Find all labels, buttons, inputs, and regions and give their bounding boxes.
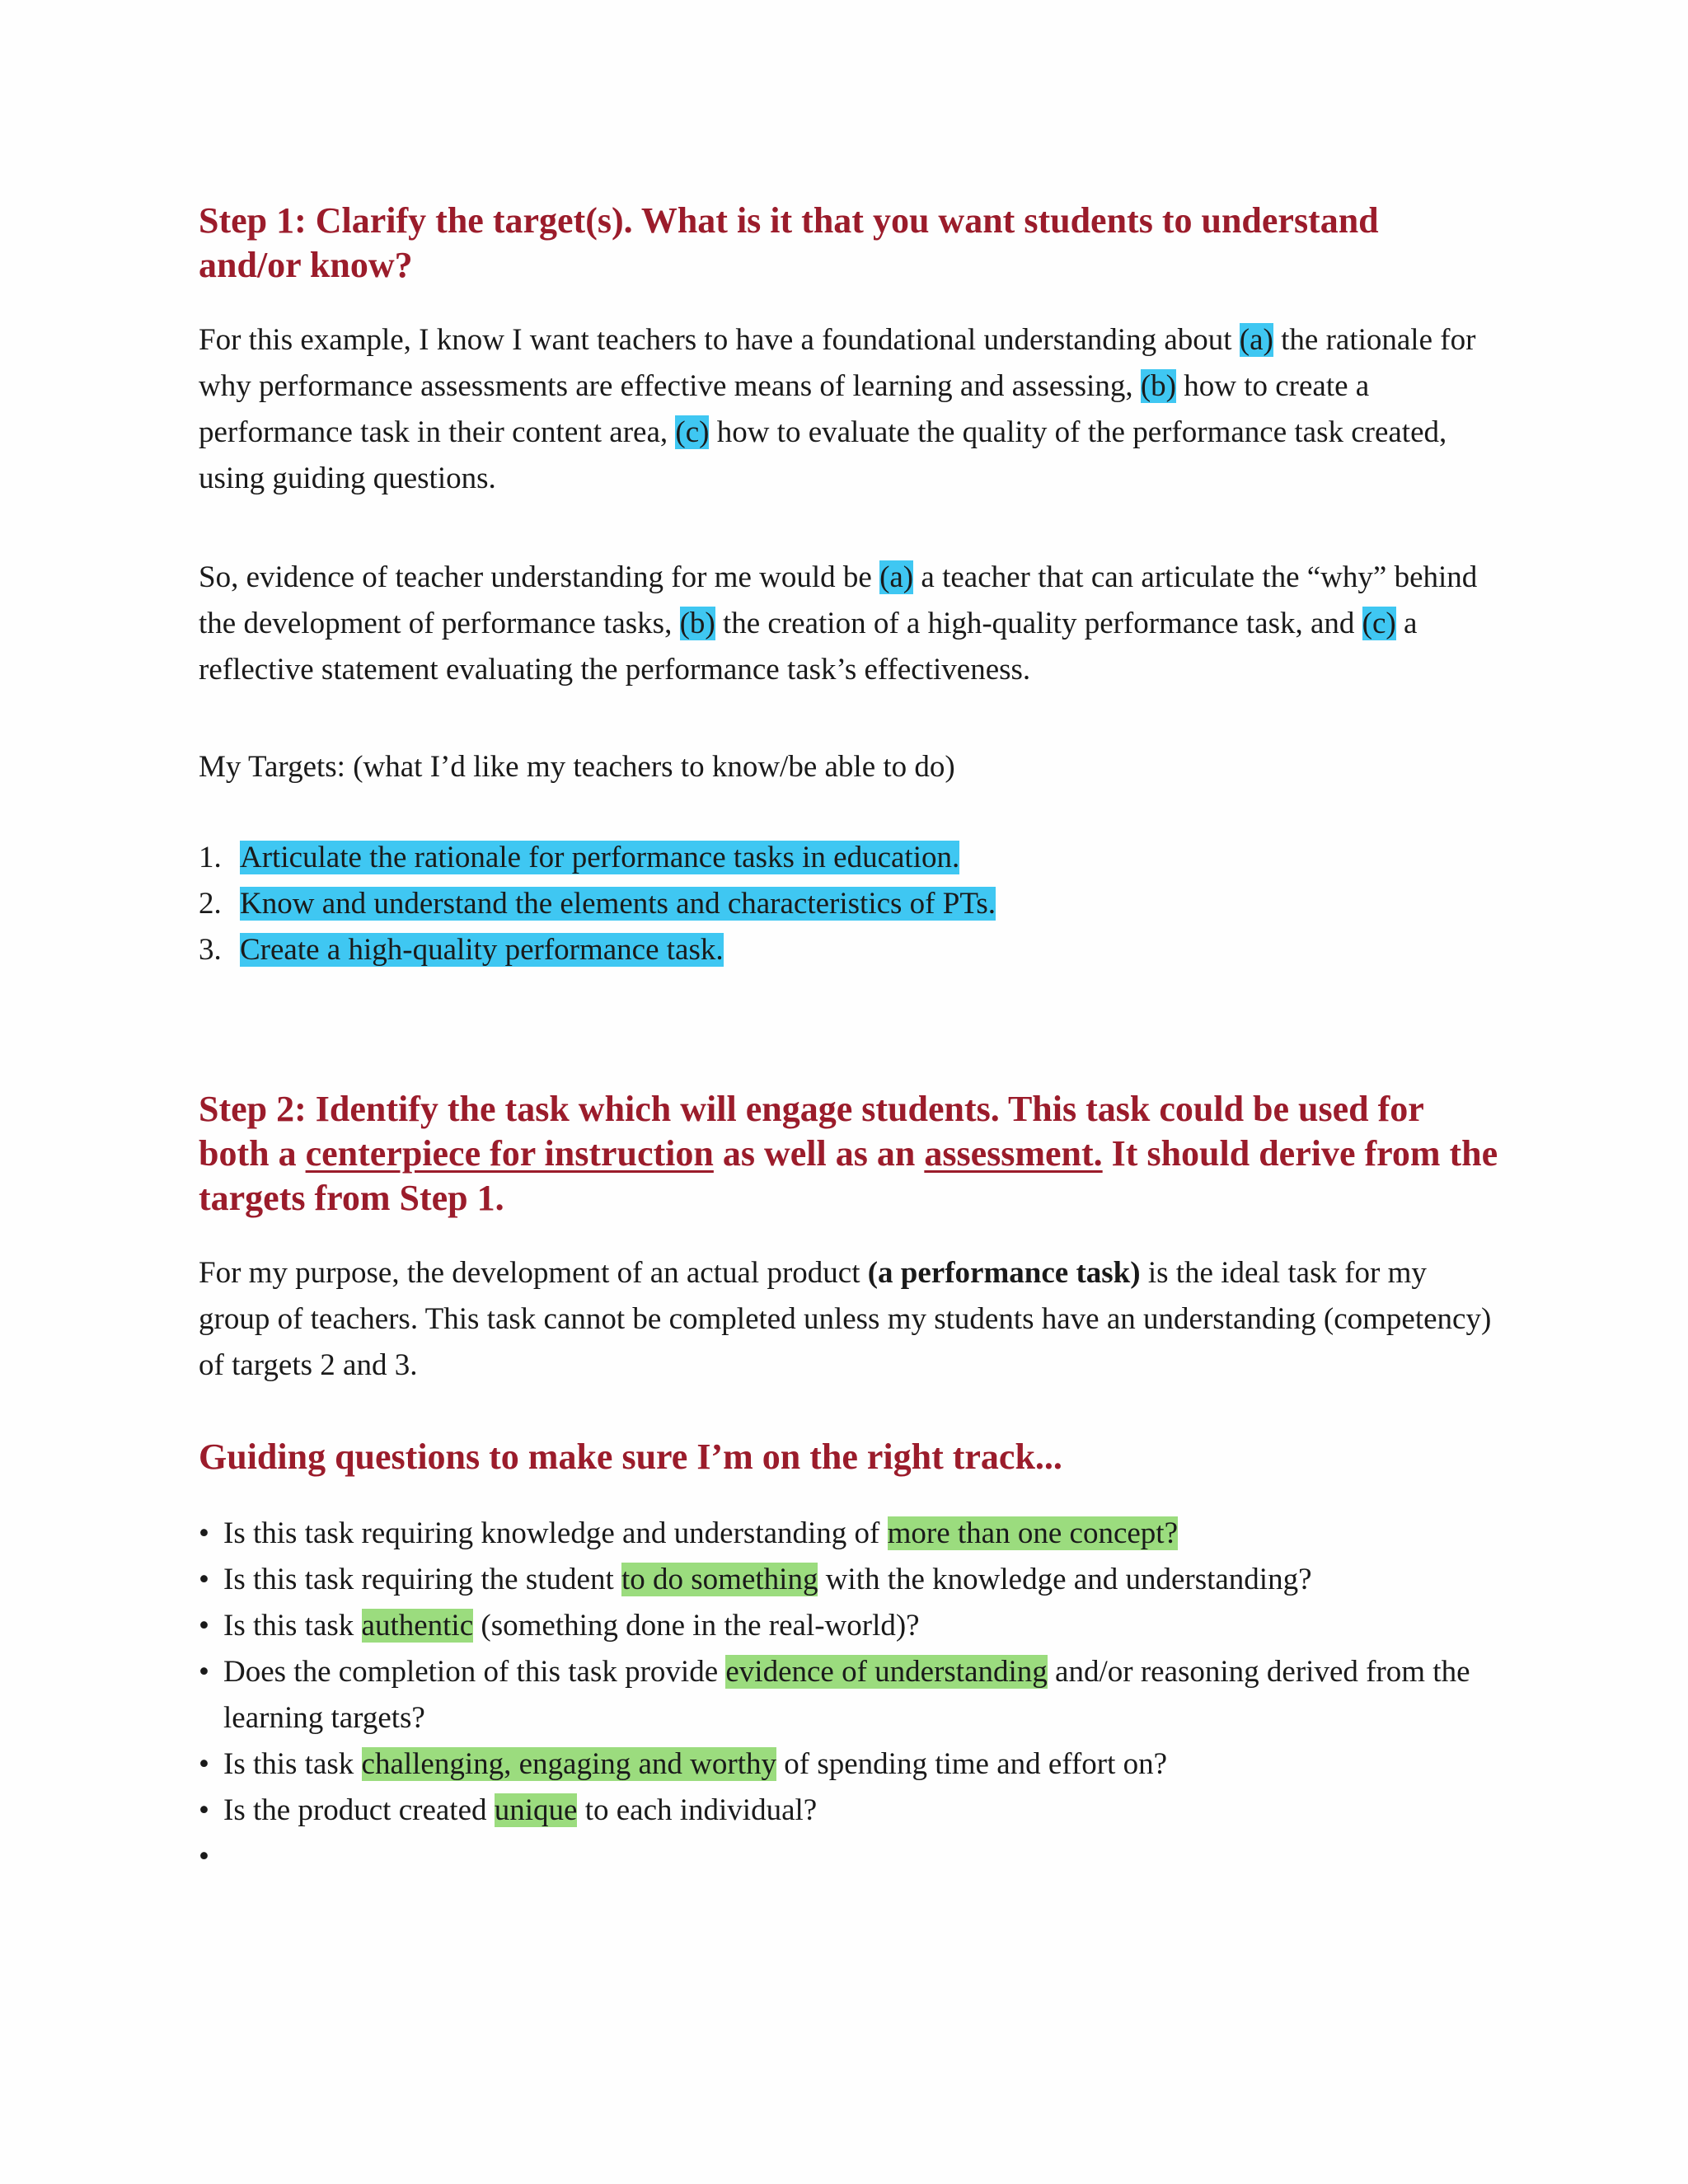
- target-item-2: [199, 881, 1501, 927]
- step1-paragraph-2: [199, 555, 1501, 693]
- para2-text-2: a teacher that can articulate the “why” behind the development of performance tasks,: [199, 560, 1478, 640]
- target-number: 3.: [199, 933, 222, 967]
- step2-para-text-1: For my purpose, the development of an actual product: [199, 1256, 868, 1290]
- step1-heading-line2: and/or know?: [199, 245, 413, 285]
- para1-text-3: how to create a performance task in their content area,: [199, 369, 1370, 449]
- step2-heading-text-3: It should derive from the targets from Step 1.: [199, 1133, 1498, 1218]
- list-item: [199, 1741, 1501, 1788]
- question-text: Is this task: [223, 1747, 362, 1781]
- step2-heading: [199, 1087, 1501, 1221]
- question-text: Is this task requiring the student: [223, 1563, 621, 1596]
- para2-marker-a: (a): [879, 560, 914, 594]
- target-text: Articulate the rationale for performance tasks in education.: [240, 841, 960, 874]
- list-item: [199, 1788, 1501, 1834]
- question-text: (something done in the real-world)?: [473, 1609, 920, 1643]
- step2-para-text-2: is the ideal task for my group of teachers. This task cannot be completed unless my students have an understanding (competency) of targets 2 and 3.: [199, 1256, 1492, 1382]
- list-item: [199, 1557, 1501, 1603]
- step1-paragraph-1: [199, 317, 1501, 502]
- step2-underline-assessment: assessment.: [924, 1133, 1103, 1174]
- bullet-icon: •: [199, 1793, 209, 1827]
- para1-text-2: the rationale for why performance assessments are effective means of learning and assessing,: [199, 323, 1476, 403]
- bullet-icon: •: [199, 1840, 209, 1873]
- para1-text-4: how to evaluate the quality of the performance task created, using guiding questions.: [199, 415, 1447, 495]
- bullet-icon: •: [199, 1563, 209, 1596]
- list-item: [199, 1603, 1501, 1649]
- para1-text-1: For this example, I know I want teachers to have a foundational understanding about: [199, 323, 1240, 357]
- question-text: Does the completion of this task provide: [223, 1655, 726, 1689]
- target-number: 1.: [199, 841, 222, 874]
- para2-text-1: So, evidence of teacher understanding for me would be: [199, 560, 880, 594]
- targets-list: [199, 835, 1501, 973]
- list-item-empty: [199, 1834, 1501, 1880]
- para1-marker-c: (c): [675, 415, 710, 449]
- question-text: of spending time and effort on?: [776, 1747, 1168, 1781]
- question-text: Is this task requiring knowledge and understanding of: [223, 1516, 888, 1550]
- question-highlight: unique: [494, 1793, 578, 1827]
- target-item-3: [199, 927, 1501, 973]
- para1-marker-a: (a): [1239, 323, 1273, 357]
- bullet-icon: •: [199, 1516, 209, 1550]
- bullet-icon: •: [199, 1655, 209, 1689]
- question-text: to each individual?: [577, 1793, 818, 1827]
- list-item: [199, 1511, 1501, 1557]
- guiding-questions-list: [199, 1511, 1501, 1880]
- step2-heading-text-1: Step 2: Identify the task which will engage students. This task could be used for both a: [199, 1089, 1424, 1174]
- question-highlight: authentic: [361, 1609, 474, 1643]
- step1-heading-line1: Step 1: Clarify the target(s). What is it that you want students to understand: [199, 200, 1379, 241]
- question-text: and/or reasoning derived from the learning targets?: [223, 1655, 1470, 1735]
- step2-heading-text-2: as well as an: [713, 1133, 925, 1174]
- question-text: Is the product created: [223, 1793, 495, 1827]
- bullet-icon: •: [199, 1609, 209, 1643]
- para2-text-3: the creation of a high-quality performance task, and: [715, 607, 1362, 640]
- para2-marker-c: (c): [1362, 607, 1396, 640]
- para2-marker-b: (b): [679, 607, 715, 640]
- targets-intro: My Targets: (what I’d like my teachers to know/be able to do): [199, 750, 955, 784]
- question-text: with the knowledge and understanding?: [818, 1563, 1312, 1596]
- question-highlight: evidence of understanding: [725, 1655, 1048, 1689]
- step2-para-bold: (a performance task): [867, 1256, 1141, 1290]
- step1-heading: [199, 199, 1501, 288]
- target-text: Create a high-quality performance task.: [240, 933, 724, 967]
- para2-text-4: a reflective statement evaluating the performance task’s effectiveness.: [199, 607, 1418, 687]
- target-text: Know and understand the elements and characteristics of PTs.: [240, 887, 996, 921]
- guiding-heading: Guiding questions to make sure I’m on the right track...: [199, 1436, 1062, 1477]
- bullet-icon: •: [199, 1747, 209, 1781]
- step2-paragraph: [199, 1250, 1501, 1389]
- question-text: Is this task: [223, 1609, 362, 1643]
- question-highlight: challenging, engaging and worthy: [361, 1747, 777, 1781]
- question-highlight: more than one concept?: [887, 1516, 1178, 1550]
- para1-marker-b: (b): [1140, 369, 1176, 403]
- target-number: 2.: [199, 887, 222, 921]
- step2-underline-instruction: centerpiece for instruction: [305, 1133, 714, 1174]
- list-item: [199, 1649, 1501, 1741]
- document-page: [199, 192, 1501, 1880]
- question-highlight: to do something: [621, 1563, 818, 1596]
- target-item-1: [199, 835, 1501, 881]
